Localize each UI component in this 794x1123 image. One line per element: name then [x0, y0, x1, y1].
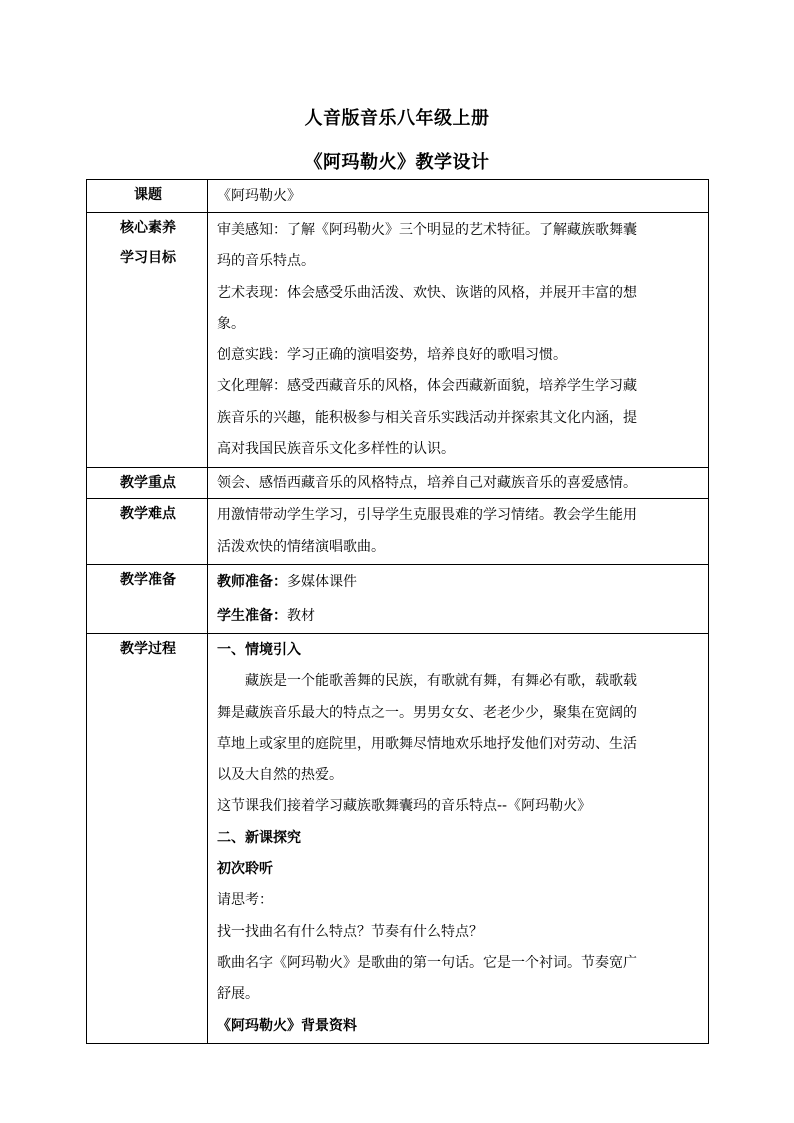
lesson-plan-table — [86, 179, 709, 1044]
section2-heading: 二、新课探究 — [217, 829, 301, 846]
document-title: 人音版音乐八年级上册 — [304, 108, 490, 129]
goals-line: 文化理解：感受西藏音乐的风格，体会西藏新面貌，培养学生学习藏 — [217, 378, 637, 395]
answer-line: 舒展。 — [217, 986, 259, 1003]
section1-paragraph-line: 草地上或家里的庭院里，用歌舞尽情地欢乐地抒发他们对劳动、生活 — [217, 735, 637, 752]
table-row-preparation — [87, 564, 709, 633]
question-text: 找一找曲名有什么特点？节奏有什么特点？ — [217, 923, 483, 940]
document-subtitle: 《阿玛勒火》教学设计 — [304, 152, 490, 173]
answer-line: 歌曲名字《阿玛勒火》是歌曲的第一句话。它是一个衬词。节奏宽广 — [217, 954, 637, 971]
table-row-process — [87, 633, 709, 1043]
section1-heading: 一、情境引入 — [217, 641, 301, 658]
process-label: 教学过程 — [87, 633, 208, 1043]
difficulties-line: 用激情带动学生学习，引导学生克服畏难的学习情绪。教会学生能用 — [217, 507, 637, 524]
preparation-content — [208, 564, 709, 633]
student-preparation-label: 学生准备： — [217, 607, 287, 624]
table-row-topic — [87, 180, 709, 213]
goals-content — [208, 213, 709, 468]
goals-line: 高对我国民族音乐文化多样性的认识。 — [217, 441, 455, 458]
key-points-value: 领会、感悟西藏音乐的风格特点，培养自己对藏族音乐的喜爱感情。 — [208, 468, 709, 499]
section1-transition: 这节课我们接着学习藏族歌舞囊玛的音乐特点--《阿玛勒火》 — [217, 798, 592, 815]
goals-line: 审美感知：了解《阿玛勒火》三个明显的艺术特征。了解藏族歌舞囊 — [217, 222, 637, 238]
table-row-goals — [87, 213, 709, 468]
table-row-key-points — [87, 468, 709, 499]
section1-paragraph-line: 舞是藏族音乐最大的特点之一。男男女女、老老少少，聚集在宽阔的 — [217, 704, 637, 721]
preparation-label: 教学准备 — [87, 564, 208, 633]
teacher-preparation-label: 教师准备： — [217, 573, 287, 590]
key-points-label: 教学重点 — [87, 468, 208, 499]
section1-paragraph-line: 以及大自然的热爱。 — [217, 767, 343, 784]
topic-value: 《阿玛勒火》 — [208, 180, 709, 213]
teacher-preparation — [217, 565, 701, 599]
goals-line: 族音乐的兴趣，能积极参与相关音乐实践活动并探索其文化内涵，提 — [217, 409, 637, 426]
background-heading: 《阿玛勒火》背景资料 — [217, 1017, 357, 1034]
difficulties-line: 活泼欢快的情绪演唱歌曲。 — [217, 538, 385, 555]
table-row-difficulties — [87, 499, 709, 565]
difficulties-label: 教学难点 — [87, 499, 208, 565]
student-preparation-value: 教材 — [287, 607, 315, 624]
goals-line: 创意实践：学习正确的演唱姿势，培养良好的歌唱习惯。 — [217, 347, 567, 364]
section1-paragraph-line: 藏族是一个能歌善舞的民族，有歌就有舞，有舞必有歌，载歌载 — [245, 673, 637, 690]
goals-label-line2: 学习目标 — [120, 250, 176, 266]
process-content — [208, 633, 709, 1043]
topic-label: 课题 — [87, 180, 208, 213]
first-listening-heading: 初次聆听 — [217, 861, 273, 878]
goals-label — [87, 213, 208, 468]
goals-line: 玛的音乐特点。 — [217, 253, 315, 270]
goals-line: 艺术表现：体会感受乐曲活泼、欢快、诙谐的风格，并展开丰富的想 — [217, 284, 637, 301]
teacher-preparation-value: 多媒体课件 — [287, 573, 357, 590]
goals-label-line1: 核心素养 — [120, 220, 176, 236]
student-preparation — [217, 599, 701, 633]
difficulties-content — [208, 499, 709, 565]
think-prompt: 请思考： — [217, 892, 273, 909]
goals-line: 象。 — [217, 315, 245, 332]
